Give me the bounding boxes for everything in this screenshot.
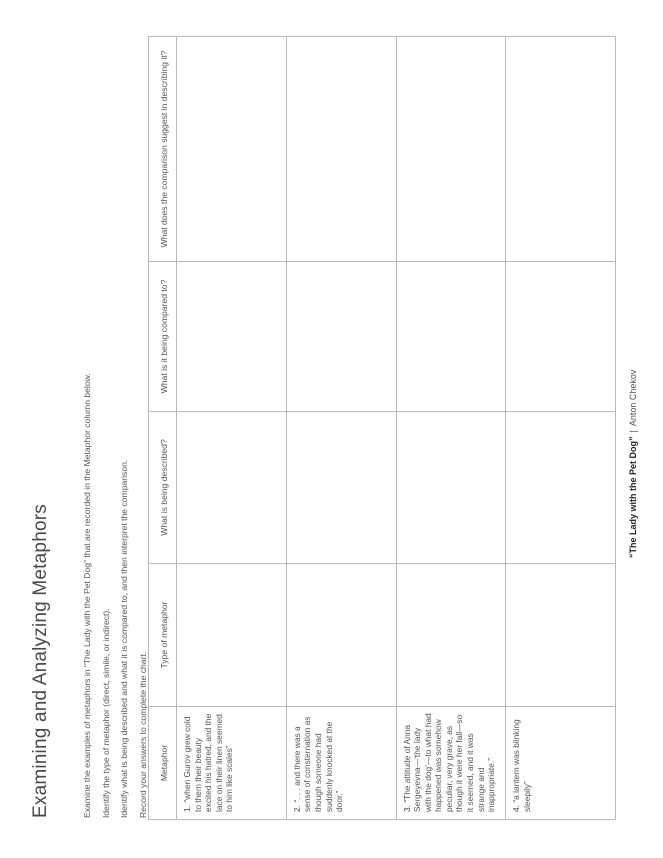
metaphor-cell [177,707,287,820]
described-answer-cell[interactable] [286,412,396,564]
table-row [177,37,287,820]
instruction-line: Identify the type of metaphor (direct, simile, or indirect). [100,608,111,818]
row-number: 4. [511,805,522,812]
suggest-answer-cell[interactable] [396,37,506,262]
compared-answer-cell[interactable] [177,262,287,412]
instruction-line: Record your answers to complete the chart. [137,651,148,818]
table-row [396,37,506,820]
footer-book-title: “The Lady with the Pet Dog” [628,436,638,558]
metaphor-text: “when Gurov grew cold to them their beauty excited his hatred, and the lace on their linen seemed to him like scales” [182,713,235,812]
type-answer-cell[interactable] [506,564,616,707]
type-answer-cell[interactable] [177,564,287,707]
type-answer-cell[interactable] [396,564,506,707]
metaphor-cell [286,707,396,820]
row-number: 2. [291,805,302,812]
metaphor-text: “. . . and there was a sense of consternation as though someone had suddenly knocked at the door.” [291,716,345,812]
table-row [506,37,616,820]
described-answer-cell[interactable] [506,412,616,564]
instruction-line: Identify what is being described and what it is compared to, and then interpret the comparison. [119,459,129,818]
metaphor-cell [396,707,506,820]
compared-answer-cell[interactable] [396,262,506,412]
header-suggest: What does the comparison suggest in describing it? [149,37,177,262]
instructions [78,373,152,818]
chart-header-row [149,37,177,820]
compared-answer-cell[interactable] [286,262,396,412]
header-compared: What is it being compared to? [149,262,177,412]
described-answer-cell[interactable] [177,412,287,564]
suggest-answer-cell[interactable] [506,37,616,262]
compared-answer-cell[interactable] [506,262,616,412]
instruction-line: Examine the examples of metaphors in “The Lady with the Pet Dog” that are recorded in the Metaphor column below. [82,373,92,818]
row-number: 3. [401,805,412,812]
metaphor-chart [148,36,616,820]
header-metaphor: Metaphor [149,707,177,820]
metaphor-text: “The attitude of Anna Sergeyevna—‘the lady with the dog’—to what had happened was somehow peculiar, very grave, as though it were her fall—so it seemed, and it was strange and inappropriate.” [401,713,497,812]
row-number: 1. [182,805,192,812]
header-described: What is being described? [149,412,177,564]
page-footer [628,370,638,558]
suggest-answer-cell[interactable] [177,37,287,262]
page-title: Examining and Analyzing Metaphors [30,504,51,818]
suggest-answer-cell[interactable] [286,37,396,262]
table-row [286,37,396,820]
metaphor-text: “a lantern was blinking sleepily” [511,719,532,812]
footer-author: Anton Chekov [628,369,638,427]
type-answer-cell[interactable] [286,564,396,707]
header-type: Type of metaphor [149,564,177,707]
metaphor-cell [506,707,616,820]
footer-separator: | [628,430,638,433]
described-answer-cell[interactable] [396,412,506,564]
